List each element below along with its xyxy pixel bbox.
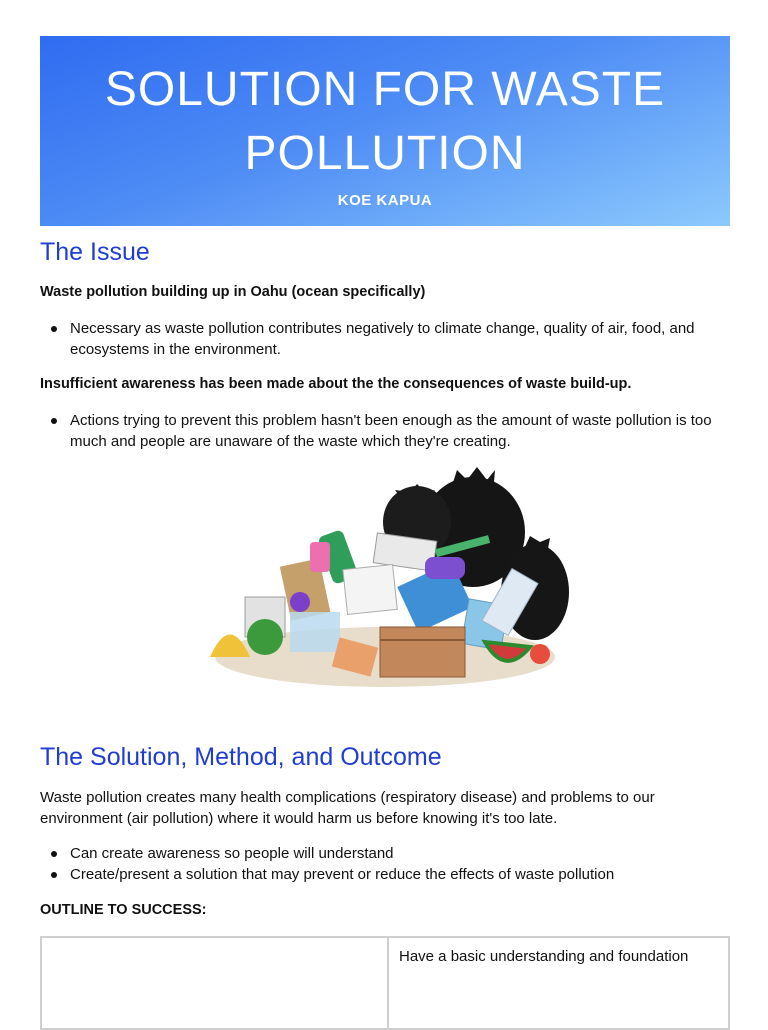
author-name: KOE KAPUA bbox=[337, 192, 433, 209]
solution-bullet-list bbox=[40, 843, 720, 885]
issue-heading: The Issue bbox=[40, 238, 150, 266]
issue-point-2: Insufficient awareness has been made about the the consequences of waste build-up. bbox=[40, 376, 632, 392]
table-row bbox=[41, 937, 729, 1029]
issue-bullet-list-1 bbox=[40, 318, 720, 360]
issue-bullet-list-2 bbox=[40, 410, 720, 452]
outline-label: OUTLINE TO SUCCESS: bbox=[40, 902, 207, 918]
issue-point-1: Waste pollution building up in Oahu (ocean specifically) bbox=[40, 284, 426, 300]
outline-table bbox=[40, 936, 730, 1030]
garbage-pile-illustration bbox=[195, 462, 580, 702]
list-item: Actions trying to prevent this problem hasn't been enough as the amount of waste pollution is too much and people are unaware of the waste which they're creating. bbox=[40, 410, 720, 452]
table-cell: Have a basic understanding and foundation bbox=[388, 937, 729, 1029]
document-title: SOLUTION FOR WASTE POLLUTION bbox=[104, 63, 666, 180]
list-item: Can create awareness so people will understand bbox=[40, 843, 720, 864]
list-item: Necessary as waste pollution contributes negatively to climate change, quality of air, food, and ecosystems in the environment. bbox=[40, 318, 720, 360]
list-item: Create/present a solution that may prevent or reduce the effects of waste pollution bbox=[40, 864, 720, 885]
title-banner bbox=[40, 36, 730, 226]
solution-heading: The Solution, Method, and Outcome bbox=[40, 743, 442, 771]
table-cell bbox=[41, 937, 388, 1029]
solution-paragraph: Waste pollution creates many health complications (respiratory disease) and problems to our environment (air pollution) where it would harm us before knowing it's too late. bbox=[40, 789, 655, 827]
